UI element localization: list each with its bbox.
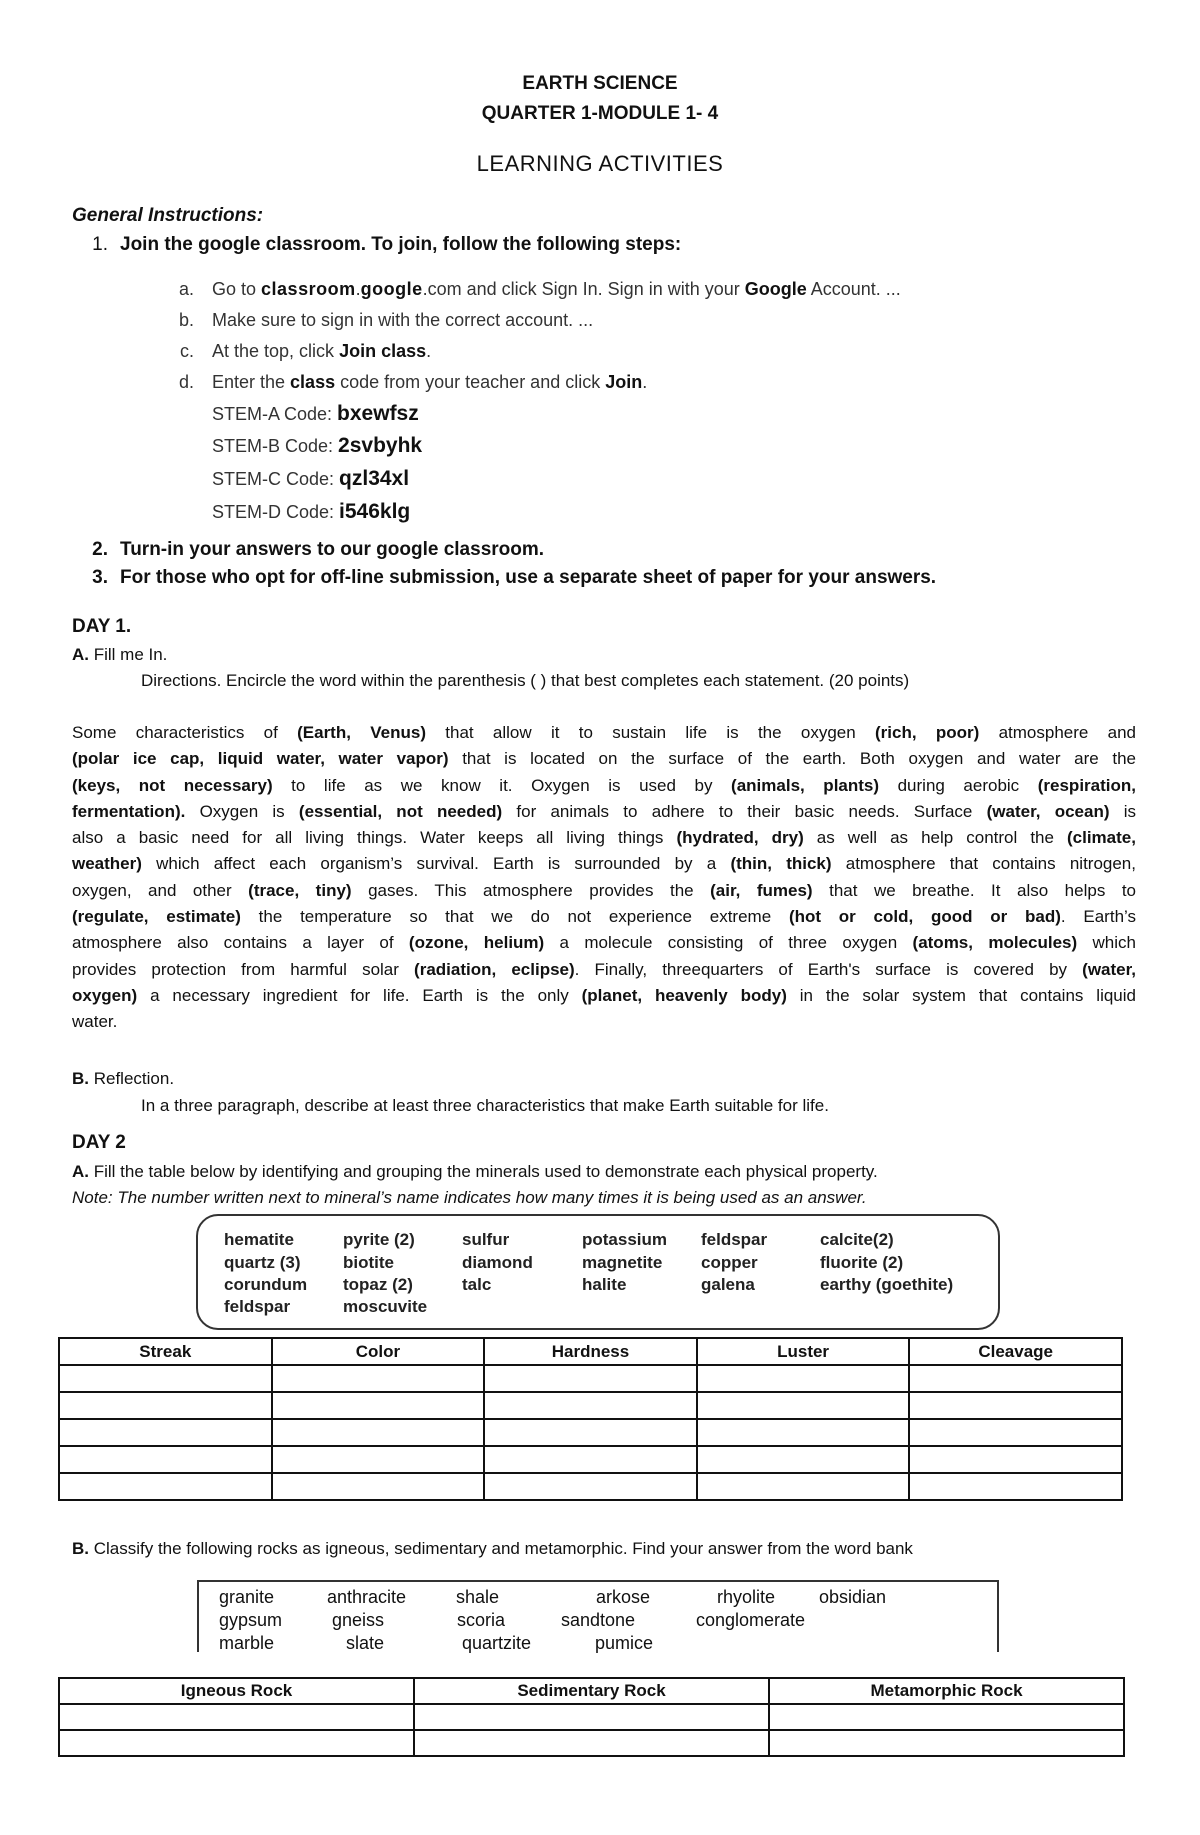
column-header: Sedimentary Rock [414, 1678, 769, 1704]
step-text: Turn-in your answers to our google classroom. [120, 539, 545, 560]
bank-word: halite [582, 1275, 627, 1294]
bank-word: arkose [596, 1587, 651, 1607]
bank-word: conglomerate [696, 1610, 806, 1630]
bank-word: pyrite (2) [343, 1230, 415, 1249]
answer-cell[interactable] [697, 1365, 910, 1392]
bank-word: fluorite (2) [820, 1253, 904, 1272]
paragraph-line: weather) which affect each organism’s survival. Earth is surrounded by a (thin, thick) atmosphere that contains nitrogen, [72, 854, 1136, 874]
paragraph-line: (polar ice cap, liquid water, water vapor) that is located on the surface of the earth. Both oxygen and water are the [72, 749, 1137, 769]
column-header: Streak [59, 1338, 272, 1365]
paragraph-line: oxygen) a necessary ingredient for life. Earth is the only (planet, heavenly body) in the solar system that contains liquid [72, 985, 1136, 1005]
table-row [59, 1704, 1124, 1730]
bank-word: moscuvite [343, 1297, 428, 1316]
bank-word: marble [219, 1633, 275, 1653]
answer-cell[interactable] [484, 1365, 697, 1392]
answer-cell[interactable] [484, 1419, 697, 1446]
paragraph-line: (keys, not necessary) to life as we know it. Oxygen is used by (animals, plants) during aerobic (respiration, [72, 775, 1136, 795]
activities-heading: LEARNING ACTIVITIES [476, 151, 724, 176]
step-number: 3. [92, 567, 108, 588]
bank-word: anthracite [327, 1587, 407, 1607]
table-row [59, 1730, 1124, 1756]
instruction-step-2 [72, 539, 544, 561]
answer-cell[interactable] [59, 1704, 414, 1730]
answer-cell[interactable] [769, 1730, 1124, 1756]
paragraph-line: (regulate, estimate) the temperature so that we do not experience extreme (hot or cold, good or bad). Earth’s [72, 907, 1136, 927]
answer-cell[interactable] [909, 1392, 1122, 1419]
bank-word: earthy (goethite) [820, 1275, 954, 1294]
column-header: Metamorphic Rock [769, 1678, 1124, 1704]
substep-letter: a. [178, 279, 194, 299]
answer-cell[interactable] [484, 1392, 697, 1419]
substep-text: Go to classroom.google.com and click Sign In. Sign in with your Google Account. ... [212, 279, 901, 299]
answer-cell[interactable] [414, 1730, 769, 1756]
reflection-prompt: In a three paragraph, describe at least three characteristics that make Earth suitable for life. [141, 1096, 829, 1115]
bank-word: gneiss [332, 1610, 385, 1630]
bank-word: scoria [457, 1610, 506, 1630]
class-code-stem-c: STEM-C Code: qzl34xl [212, 467, 410, 490]
table-row [59, 1392, 1122, 1419]
class-code-value: qzl34xl [339, 467, 410, 490]
answer-cell[interactable] [59, 1392, 272, 1419]
day2-part-b-text: B. Classify the following rocks as igneous, sedimentary and metamorphic. Find your answer from the word bank [72, 1539, 913, 1558]
bank-word: diamond [462, 1253, 533, 1272]
bank-word: granite [219, 1587, 275, 1607]
bank-word: potassium [582, 1230, 668, 1249]
bank-word: gypsum [219, 1610, 283, 1630]
table-row [59, 1365, 1122, 1392]
bank-word: corundum [224, 1275, 308, 1294]
substep-letter: b. [178, 310, 194, 330]
answer-cell[interactable] [697, 1419, 910, 1446]
table-header-row [59, 1678, 1124, 1704]
day2-part-a-text: A. Fill the table below by identifying and grouping the minerals used to demonstrate each physical property. [72, 1162, 878, 1181]
mineral-properties-table [58, 1337, 1123, 1501]
paragraph-line: atmosphere also contains a layer of (ozone, helium) a molecule consisting of three oxygen (atoms, molecules) which [72, 933, 1136, 953]
bank-word: talc [462, 1275, 492, 1294]
answer-cell[interactable] [272, 1446, 485, 1473]
bank-word: hematite [224, 1230, 294, 1249]
answer-cell[interactable] [484, 1446, 697, 1473]
rock-word-bank [197, 1580, 999, 1652]
bank-word: biotite [343, 1253, 394, 1272]
mineral-note: Note: The number written next to mineral’s name indicates how many times it is being used as an answer. [72, 1188, 867, 1207]
class-code-stem-a: STEM-A Code: bxewfsz [212, 402, 419, 425]
instruction-step-1 [72, 234, 681, 256]
instruction-step-3 [72, 567, 936, 589]
substep-letter: c. [179, 341, 194, 361]
answer-cell[interactable] [272, 1419, 485, 1446]
table-header-row [59, 1338, 1122, 1365]
answer-cell[interactable] [59, 1473, 272, 1500]
table-row [59, 1446, 1122, 1473]
answer-cell[interactable] [909, 1446, 1122, 1473]
directions-text: Directions. Encircle the word within the parenthesis ( ) that best completes each statement. (20 points) [141, 671, 910, 690]
mineral-word-bank [196, 1214, 1000, 1330]
paragraph-line: oxygen, and other (trace, tiny) gases. This atmosphere provides the (air, fumes) that we breathe. It also helps to [72, 880, 1136, 900]
bank-word: topaz (2) [343, 1275, 413, 1294]
bank-word: shale [456, 1587, 500, 1607]
answer-cell[interactable] [272, 1392, 485, 1419]
substep-text: At the top, click Join class. [212, 341, 432, 361]
class-code-value: bxewfsz [337, 402, 419, 425]
class-code-value: 2svbyhk [338, 434, 423, 457]
substep-text: Enter the class code from your teacher and click Join. [212, 372, 648, 392]
column-header: Igneous Rock [59, 1678, 414, 1704]
paragraph-line: provides protection from harmful solar (radiation, eclipse). Finally, threequarters of Earth's surface is covered by (water, [72, 959, 1137, 979]
paragraph-line: water. [72, 1012, 118, 1032]
bank-word: magnetite [582, 1253, 663, 1272]
class-code-stem-b: STEM-B Code: 2svbyhk [212, 434, 423, 457]
column-header: Hardness [484, 1338, 697, 1365]
paragraph-line: Some characteristics of (Earth, Venus) that allow it to sustain life is the oxygen (rich, poor) atmosphere and [72, 723, 1136, 742]
bank-word: sandtone [561, 1610, 636, 1630]
bank-word: quartz (3) [224, 1253, 301, 1272]
fill-in-paragraph [72, 720, 1136, 1036]
rock-classification-table [58, 1677, 1125, 1757]
table-row [59, 1473, 1122, 1500]
part-a-title: A. Fill me In. [72, 645, 168, 664]
step-text: For those who opt for off-line submission, use a separate sheet of paper for your answers. [120, 567, 937, 588]
column-header: Cleavage [909, 1338, 1122, 1365]
paragraph-line: fermentation). Oxygen is (essential, not needed) for animals to adhere to their basic needs. Surface (water, ocean) is [72, 801, 1137, 821]
paragraph-line: also a basic need for all living things. Water keeps all living things (hydrated, dry) as well as help control the (climate, [72, 828, 1136, 848]
module-title: QUARTER 1-MODULE 1- 4 [481, 103, 719, 124]
answer-cell[interactable] [697, 1473, 910, 1500]
answer-cell[interactable] [909, 1419, 1122, 1446]
bank-word: pumice [595, 1633, 654, 1653]
step-number: 2. [92, 539, 108, 560]
bank-word: quartzite [462, 1633, 532, 1653]
general-instructions-label: General Instructions: [72, 205, 264, 226]
bank-word: feldspar [701, 1230, 768, 1249]
step-number: 1. [92, 234, 108, 255]
bank-word: slate [346, 1633, 385, 1653]
substep-text: Make sure to sign in with the correct account. ... [212, 310, 594, 330]
answer-cell[interactable] [272, 1473, 485, 1500]
answer-cell[interactable] [59, 1419, 272, 1446]
column-header: Luster [697, 1338, 910, 1365]
answer-cell[interactable] [59, 1730, 414, 1756]
day-2-heading: DAY 2 [72, 1132, 126, 1153]
bank-word: rhyolite [717, 1587, 776, 1607]
bank-word: calcite(2) [820, 1230, 894, 1249]
answer-cell[interactable] [697, 1446, 910, 1473]
answer-cell[interactable] [414, 1704, 769, 1730]
answer-cell[interactable] [484, 1473, 697, 1500]
bank-word: feldspar [224, 1297, 291, 1316]
bank-word: galena [701, 1275, 755, 1294]
class-code-stem-d: STEM-D Code: i546klg [212, 500, 411, 523]
bank-word: copper [701, 1253, 758, 1272]
answer-cell[interactable] [272, 1365, 485, 1392]
day-1-heading: DAY 1. [72, 616, 132, 637]
column-header: Color [272, 1338, 485, 1365]
answer-cell[interactable] [909, 1473, 1122, 1500]
answer-cell[interactable] [59, 1446, 272, 1473]
answer-cell[interactable] [909, 1365, 1122, 1392]
subject-title: EARTH SCIENCE [522, 73, 678, 94]
part-b-title: B. Reflection. [72, 1069, 175, 1088]
answer-cell[interactable] [769, 1704, 1124, 1730]
bank-word: sulfur [462, 1230, 510, 1249]
class-code-value: i546klg [339, 500, 411, 523]
bank-word: obsidian [819, 1587, 887, 1607]
answer-cell[interactable] [59, 1365, 272, 1392]
substep-letter: d. [178, 372, 194, 392]
table-row [59, 1419, 1122, 1446]
answer-cell[interactable] [697, 1392, 910, 1419]
step-text: Join the google classroom. To join, follow the following steps: [120, 234, 682, 255]
